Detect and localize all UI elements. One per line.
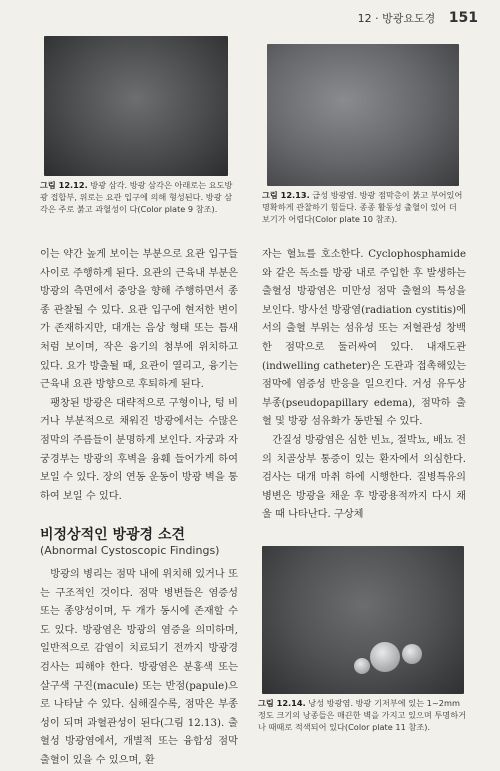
figure-12-14-photo	[262, 546, 464, 694]
figure-12-13-text: 급성 방광염. 방광 점막층이 붉고 부어있어 명확하게 관찰하기 힘들다. 종종 활동성 출혈이 있어 더 보기가 어렵다(Color plate 10 참조).	[262, 190, 463, 224]
figure-12-12-photo	[44, 36, 228, 176]
section-title: 비정상적인 방광경 소견	[40, 527, 185, 543]
figure-12-12-caption	[40, 180, 236, 216]
section-subtitle: (Abnormal Cystoscopic Findings)	[40, 544, 220, 557]
left-paragraph-2: 팽창된 방광은 대략적으로 구형이나, 텅 비거나 부분적으로 채워진 방광에서는 수많은 점막의 주름들이 분명하게 보인다. 자궁과 자궁경부는 방광의 후벽을 융훼 들어가게 하여 보일 수 있다. 장의 연동 운동이 방광 벽을 통하여 보일 수 있다.	[40, 397, 238, 502]
running-header	[358, 10, 478, 26]
right-paragraph-2: 간질성 방광염은 심한 빈뇨, 절박뇨, 배뇨 전의 치골상부 통증이 있는 환자에서 의심한다. 검사는 대개 마취 하에 시행한다. 질병특유의 병변은 방광을 채운 후 방광용적까지 다시 채울 때 나타난다. 구상체	[262, 434, 466, 521]
cyst-bubble	[402, 644, 422, 664]
figure-12-12-label: 그림 12.12.	[40, 180, 88, 190]
figure-12-13-caption	[262, 190, 466, 226]
right-column-text	[262, 246, 466, 525]
figure-12-14-label: 그림 12.14.	[258, 698, 306, 708]
right-paragraph-1: 자는 혈뇨를 호소한다. Cyclophosphamide와 같은 독소를 방광 내로 주입한 후 발생하는 출혈성 방광염은 미만성 점막 출혈의 특성을 보인다. 방사선 방광염(radiation cystitis)에서의 출혈 부위는 섬유성 또는 저혈관성 창백한 점막으로 둘러싸여 있다. 내재도관(indwelling catheter)은 도관과 접촉해있는 점막에 염증성 반응을 일으킨다. 거성 유두상 부종(pseudopapillary edema), 점막하 출혈 및 방광 섬유화가 동반될 수 있다.	[262, 249, 466, 428]
left-paragraph-3: 방광의 병리는 점막 내에 위치해 있거나 또는 구조적인 것이다. 점막 병변들은 염증성 또는 종양성이며, 두 개가 동시에 존재할 수도 있다. 방광염은 방광의 염증을 의미하며, 일반적으로 감염이 치료되기 전까지 방광경 검사는 피해야 한다. 방광염은 분홍색 또는 살구색 구진(macule) 또는 반점(papule)으로 나타날 수 있다. 심해질수록, 점막은 부종성이 되며 과혈관성이 된다(그림 12.13). 출혈성 방광염에서, 개별적 또는 융합성 점막 출혈이 있을 수 있으며, 환	[40, 569, 238, 766]
cyst-bubble	[354, 658, 370, 674]
left-column-lower	[40, 566, 238, 771]
figure-12-13-label: 그림 12.13.	[262, 190, 310, 200]
figure-12-14-caption	[258, 698, 468, 734]
left-paragraph-1: 이는 약간 높게 보이는 부분으로 요관 입구들 사이로 주행하게 된다. 요관의 근육내 부분은 방광의 측면에서 중앙을 향해 주행하면서 종종 관찰될 수 있다. 요관 입구에 현저한 변이가 존재하지만, 대개는 음상 형태 또는 틈새처럼 보이며, 작은 융기의 첨부에 위치하고 있다. 요가 방출될 때, 요관이 열리고, 융기는 근육내 요관 방향으로 후퇴하게 된다.	[40, 249, 238, 391]
left-column-upper	[40, 246, 238, 506]
running-header-section: 12 · 방광요도경	[357, 12, 436, 25]
figure-12-13-photo	[267, 44, 459, 186]
cyst-bubble	[370, 642, 400, 672]
figure-12-12-text: 방광 삼각. 방광 삼각은 아래로는 요도방광 접합부, 위로는 요관 입구에 의해 형성된다. 방광 삼각은 주로 붉고 과혈성이 다(Color plate 9 참조).	[40, 180, 233, 214]
figure-12-14-text: 낭성 방광염. 방광 기저부에 있는 1~2mm 정도 크기의 낭종들은 매끈한 벽을 가지고 있으며 투명하거나 때때로 적색되어 있다(Color plate 11 참조).	[258, 698, 467, 732]
page-number: 151	[448, 10, 478, 26]
